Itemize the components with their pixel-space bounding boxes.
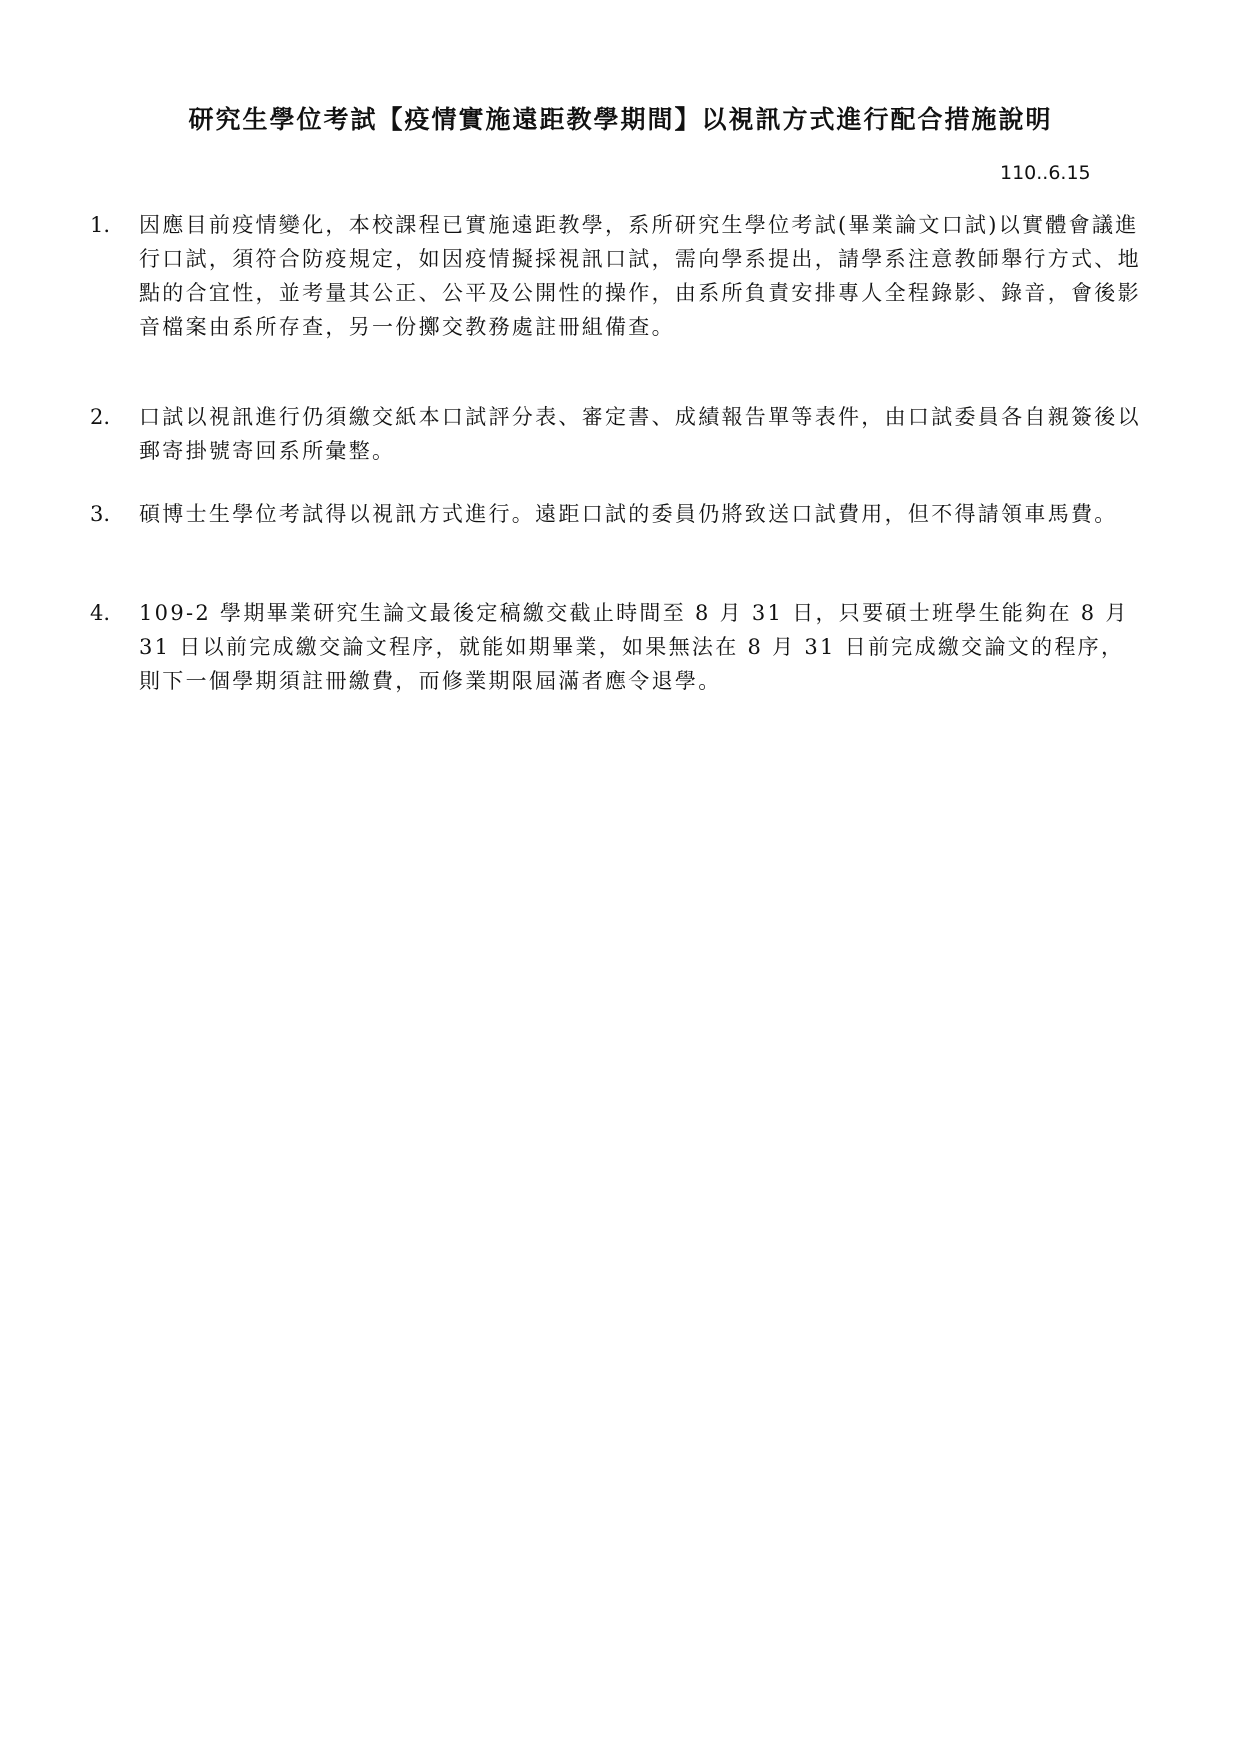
- list-item-text: 口試以視訊進行仍須繳交紙本口試評分表、審定書、成績報告單等表件，由口試委員各自親簽後以郵寄掛號寄回系所彙整。: [139, 405, 1141, 463]
- list-item: [90, 497, 1150, 531]
- document-date: 110..6.15: [1000, 162, 1091, 184]
- list-item: [90, 208, 1150, 344]
- list-item-text: 碩博士生學位考試得以視訊方式進行。遠距口試的委員仍將致送口試費用，但不得請領車馬費。: [139, 502, 1118, 526]
- list-item-number: 3.: [90, 502, 111, 526]
- list-item: [90, 596, 1150, 698]
- list-item-text: 109-2 學期畢業研究生論文最後定稿繳交截止時間至 8 月 31 日，只要碩士班學生能夠在 8 月 31 日以前完成繳交論文程序，就能如期畢業，如果無法在 8 月 31 日前完成繳交論文的程序，則下一個學期須註冊繳費，而修業期限屆滿者應令退學。: [139, 601, 1129, 693]
- list-item: [90, 400, 1150, 468]
- document-title: 研究生學位考試【疫情實施遠距教學期間】以視訊方式進行配合措施說明: [188, 105, 1053, 134]
- list-item-number: 2.: [90, 405, 111, 429]
- list-item-number: 4.: [90, 601, 111, 625]
- list-item-number: 1.: [90, 213, 111, 237]
- list-item-text: 因應目前疫情變化，本校課程已實施遠距教學，系所研究生學位考試(畢業論文口試)以實體會議進行口試，須符合防疫規定，如因疫情擬採視訊口試，需向學系提出，請學系注意教師舉行方式、地點的合宜性，並考量其公正、公平及公開性的操作，由系所負責安排專人全程錄影、錄音，會後影音檔案由系所存查，另一份擲交教務處註冊組備查。: [139, 213, 1141, 339]
